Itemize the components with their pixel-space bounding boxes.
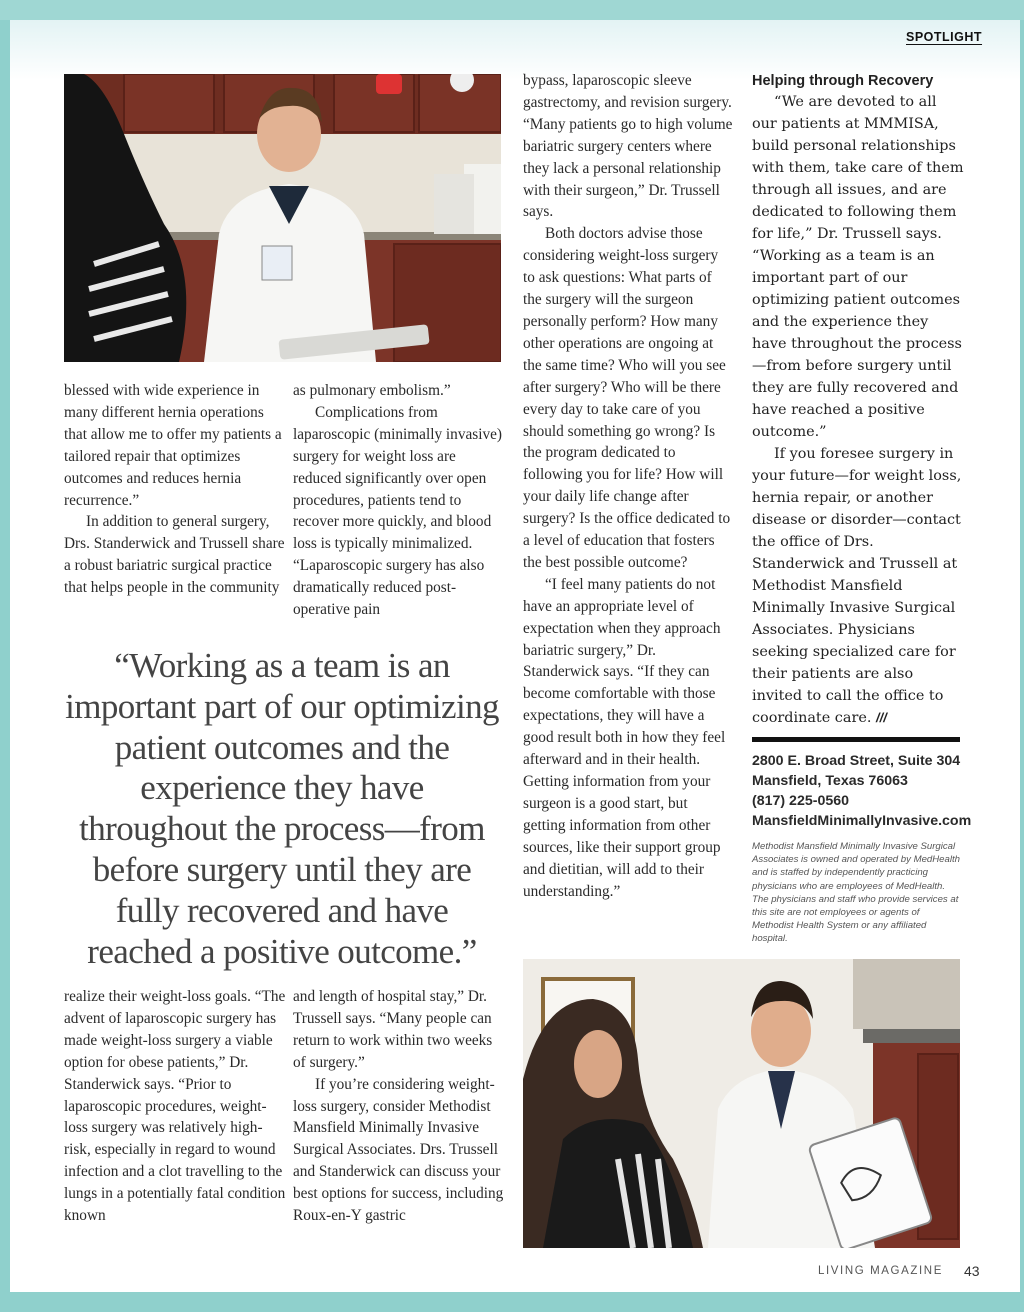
paragraph-text: If you foresee surgery in your future—for weight loss, hernia repair, or another disease or disorder—contact the office of Drs. Standerwick and Trussell at Methodist Mansfield Minimally Invasive Surgical Associates. Physicians seeking specialized care for their patients are also invited to call the office to coordinate care. (752, 446, 962, 726)
top-border (0, 0, 1024, 20)
section-subhead: Helping through Recovery (752, 73, 934, 89)
end-mark: /// (876, 710, 887, 725)
column-a-bottom (64, 986, 286, 1227)
paragraph: “We are devoted to all our patients at MMMISA, build personal relationships with them, take care of them through all issues, and are dedicated to following them for life,” Dr. Trussell says. “Working as a team is an important part of our optimizing patient outcomes and the experience they have throughout the process—from before surgery until they are fully recovered and have reached a positive outcome.” (752, 94, 964, 440)
column-a-top (64, 380, 286, 599)
paragraph: bypass, laparoscopic sleeve gastrectomy, and revision surgery. “Many patients go to high volume bariatric surgery centers where they lack a personal relationship with their surgeon,” Dr. Trussell says. (523, 72, 733, 221)
column-b-top (293, 380, 507, 621)
bottom-border (0, 1292, 1024, 1312)
paragraph: “I feel many patients do not have an appropriate level of expectation when they approach bariatric surgery,” Dr. Standerwick says. “If they can become comfortable with those expectations, they will have a good result both in how they feel afterward and in their health. Getting information from your surgeon is a good start, but getting information from other sources, like their support group and dietitian, will add to their understanding.” (523, 575, 726, 900)
doctor-patient-illustration (523, 959, 960, 1248)
contact-address: 2800 E. Broad Street, Suite 304 (752, 753, 961, 769)
doctor-photo-bottom (523, 959, 960, 1248)
paragraph: In addition to general surgery, Drs. Standerwick and Trussell share a robust bariatric surgical practice that helps people in the community (64, 513, 285, 597)
contact-block (752, 751, 972, 831)
paragraph (752, 443, 964, 729)
page-number: 43 (964, 1263, 980, 1279)
column-c (523, 70, 733, 902)
footer-magazine-name: LIVING MAGAZINE (818, 1265, 943, 1277)
pull-quote: “Working as a team is an important part of our optimizing patient outcomes and the experience they have throughout the process—from before surgery until they are fully recovered and have reached a positive outcome.” (65, 646, 499, 971)
paragraph: blessed with wide experience in many different hernia operations that allow me to offer my patients a tailored repair that optimizes outcomes and reduces hernia recurrence.” (64, 382, 282, 509)
disclaimer: Methodist Mansfield Minimally Invasive Surgical Associates is owned and operated by MedHealth and is staffed by independently practicing physicians who are employees of MedHealth. The physicians and staff who provide services at this site are not employees or agents of Methodist Health System or any affiliated hospital. (752, 841, 960, 945)
contact-phone: (817) 225-0560 (752, 793, 850, 809)
paragraph: If you’re considering weight-loss surgery, consider Methodist Mansfield Minimally Invasive Surgical Associates. Drs. Trussell and Standerwick can discuss your best options for success, including Roux-en-Y gastric (293, 1075, 504, 1225)
paragraph: Complications from laparoscopic (minimally invasive) surgery for weight loss are reduced significantly over open procedures, patients tend to recover more quickly, and blood loss is typically minimalized. “Laparoscopic surgery has also dramatically reduced post-operative pain (293, 403, 502, 619)
column-d (752, 71, 964, 729)
doctor-photo-top (64, 74, 501, 362)
paragraph: as pulmonary embolism.” (293, 382, 451, 399)
paragraph: realize their weight-loss goals. “The advent of laparoscopic surgery has made weight-loss surgery a viable option for obese patients,” Dr. Standerwick says. “Prior to laparoscopic procedures, weight-loss surgery was relatively high-risk, especially in regard to wound infection and a clot travelling to the lungs in a potentially fatal condition known (64, 988, 286, 1225)
contact-city: Mansfield, Texas 76063 (752, 773, 908, 789)
paragraph: Both doctors advise those considering weight-loss surgery to ask questions: What parts of the surgery will the surgeon personally perform? How many other operations are ongoing at the same time? Who will you see after surgery? Who will be there every day to take care of you should something go wrong? Is the program dedicated to following you for life? How will your daily life change after surgery? Is the office dedicated to a level of education that fosters the best possible outcome? (523, 225, 731, 571)
doctor-consultation-illustration (64, 74, 501, 362)
contact-website[interactable]: MansfieldMinimallyInvasive.com (752, 813, 972, 829)
section-label: SPOTLIGHT (906, 30, 983, 44)
paragraph: and length of hospital stay,” Dr. Trussell says. “Many people can return to work within two weeks of surgery.” (293, 988, 493, 1071)
contact-divider (752, 737, 960, 742)
column-b-bottom (293, 986, 507, 1227)
